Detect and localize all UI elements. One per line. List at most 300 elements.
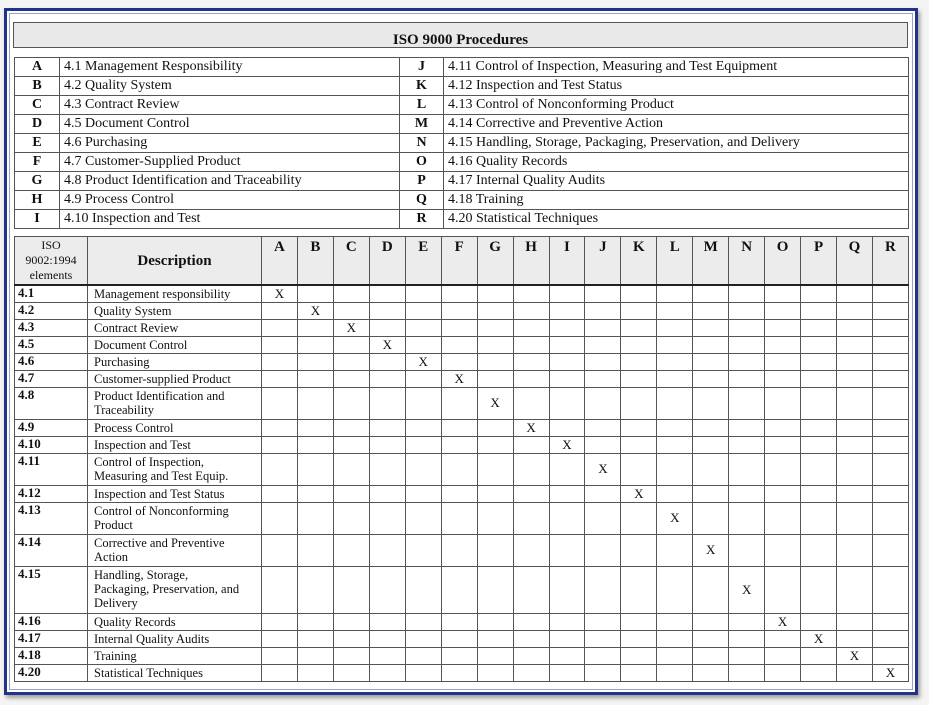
page-title: ISO 9000 Procedures (13, 22, 908, 48)
matrix-cell (405, 319, 441, 336)
matrix-cell (657, 647, 693, 664)
matrix-cell (693, 387, 729, 419)
matrix-cell (765, 285, 801, 302)
matrix-row (15, 534, 909, 566)
matrix-row (15, 387, 909, 419)
matrix-cell (872, 566, 908, 613)
description-header: Description (88, 237, 262, 286)
legend-label: 4.7 Customer-Supplied Product (60, 153, 400, 172)
matrix-cell (872, 419, 908, 436)
matrix-cell (729, 370, 765, 387)
matrix-cell (333, 387, 369, 419)
matrix-cell (729, 613, 765, 630)
matrix-cell (369, 285, 405, 302)
matrix-cell (333, 502, 369, 534)
matrix-cell (765, 387, 801, 419)
matrix-cell (297, 647, 333, 664)
matrix-cell (369, 419, 405, 436)
matrix-cell (549, 319, 585, 336)
matrix-cell (801, 436, 837, 453)
matrix-body (15, 285, 909, 681)
matrix-cell (262, 485, 298, 502)
matrix-cell (297, 387, 333, 419)
matrix-cell (297, 534, 333, 566)
matrix-cell (405, 534, 441, 566)
element-number: 4.3 (15, 319, 88, 336)
legend-code: D (15, 115, 60, 134)
matrix-row (15, 302, 909, 319)
matrix-cell (262, 370, 298, 387)
matrix-cell (693, 319, 729, 336)
matrix-cell (765, 566, 801, 613)
legend-label: 4.10 Inspection and Test (60, 210, 400, 229)
element-number: 4.9 (15, 419, 88, 436)
legend-code: C (15, 96, 60, 115)
matrix-cell (262, 566, 298, 613)
legend-label: 4.11 Control of Inspection, Measuring and Test Equipment (444, 58, 909, 77)
matrix-cell (801, 534, 837, 566)
matrix-cell: X (477, 387, 513, 419)
matrix-cell (405, 387, 441, 419)
matrix-cell (801, 647, 837, 664)
matrix-cell (585, 336, 621, 353)
matrix-cell (801, 336, 837, 353)
matrix-cell (837, 302, 873, 319)
column-header: D (369, 237, 405, 286)
matrix-cell (369, 647, 405, 664)
element-description: Quality Records (88, 613, 262, 630)
element-description: Statistical Techniques (88, 664, 262, 681)
matrix-cell: X (441, 370, 477, 387)
legend-label: 4.2 Quality System (60, 77, 400, 96)
legend-body (15, 58, 909, 229)
matrix-cell (333, 419, 369, 436)
matrix-cell (657, 387, 693, 419)
legend-row (15, 153, 909, 172)
matrix-cell (872, 285, 908, 302)
matrix-cell (729, 302, 765, 319)
matrix-cell (765, 534, 801, 566)
matrix-cell (549, 302, 585, 319)
matrix-row (15, 502, 909, 534)
matrix-cell (872, 387, 908, 419)
matrix-cell (513, 485, 549, 502)
column-header: C (333, 237, 369, 286)
matrix-cell (693, 664, 729, 681)
matrix-cell (513, 453, 549, 485)
legend-code: N (400, 134, 444, 153)
matrix-cell (621, 319, 657, 336)
matrix-cell (405, 502, 441, 534)
matrix-cell (477, 436, 513, 453)
column-header: O (765, 237, 801, 286)
matrix-cell (837, 419, 873, 436)
matrix-cell (801, 453, 837, 485)
legend-code: R (400, 210, 444, 229)
matrix-cell (872, 370, 908, 387)
matrix-row (15, 285, 909, 302)
matrix-cell (441, 336, 477, 353)
column-header: B (297, 237, 333, 286)
matrix-cell (405, 419, 441, 436)
matrix-cell (333, 370, 369, 387)
matrix-cell (513, 285, 549, 302)
matrix-cell (729, 453, 765, 485)
matrix-cell (405, 285, 441, 302)
element-description: Handling, Storage, Packaging, Preservation, and Delivery (88, 566, 262, 613)
matrix-cell (369, 436, 405, 453)
matrix-cell (585, 502, 621, 534)
column-header: L (657, 237, 693, 286)
matrix-cell (441, 285, 477, 302)
matrix-cell (765, 647, 801, 664)
matrix-cell (693, 647, 729, 664)
matrix-cell (549, 336, 585, 353)
matrix-cell (585, 353, 621, 370)
matrix-cell (585, 534, 621, 566)
column-header: G (477, 237, 513, 286)
matrix-cell (585, 664, 621, 681)
matrix-cell (657, 485, 693, 502)
matrix-cell (837, 436, 873, 453)
matrix-cell (693, 302, 729, 319)
matrix-cell (297, 319, 333, 336)
matrix-cell (441, 630, 477, 647)
matrix-cell (549, 353, 585, 370)
element-number: 4.1 (15, 285, 88, 302)
element-description: Control of Nonconforming Product (88, 502, 262, 534)
matrix-cell (477, 647, 513, 664)
matrix-cell (729, 319, 765, 336)
matrix-cell (801, 566, 837, 613)
matrix-cell (513, 534, 549, 566)
element-number: 4.2 (15, 302, 88, 319)
matrix-cell (262, 613, 298, 630)
column-header: Q (837, 237, 873, 286)
element-description: Contract Review (88, 319, 262, 336)
matrix-cell (297, 370, 333, 387)
column-header: N (729, 237, 765, 286)
matrix-row (15, 613, 909, 630)
matrix-cell: X (729, 566, 765, 613)
matrix-cell (621, 370, 657, 387)
matrix-cell (513, 436, 549, 453)
matrix-cell (441, 664, 477, 681)
matrix-cell (693, 336, 729, 353)
legend-code: K (400, 77, 444, 96)
matrix-cell (872, 613, 908, 630)
matrix-cell (585, 302, 621, 319)
matrix-cell (729, 336, 765, 353)
matrix-row (15, 319, 909, 336)
matrix-cell (549, 485, 585, 502)
matrix-cell (262, 419, 298, 436)
element-description: Product Identification and Traceability (88, 387, 262, 419)
matrix-cell (333, 664, 369, 681)
column-header: A (262, 237, 298, 286)
matrix-cell: X (262, 285, 298, 302)
legend-row (15, 96, 909, 115)
element-number: 4.16 (15, 613, 88, 630)
matrix-cell (801, 302, 837, 319)
matrix-cell (657, 566, 693, 613)
matrix-cell: X (297, 302, 333, 319)
matrix-cell (837, 613, 873, 630)
element-number: 4.6 (15, 353, 88, 370)
column-header: R (872, 237, 908, 286)
matrix-cell (262, 630, 298, 647)
matrix-cell (872, 453, 908, 485)
matrix-cell (657, 336, 693, 353)
matrix-cell (513, 647, 549, 664)
matrix-cell (729, 664, 765, 681)
matrix-cell (585, 436, 621, 453)
matrix-cell (262, 534, 298, 566)
matrix-cell (405, 630, 441, 647)
matrix-cell (693, 630, 729, 647)
matrix-cell (297, 664, 333, 681)
legend-label: 4.13 Control of Nonconforming Product (444, 96, 909, 115)
matrix-cell (765, 302, 801, 319)
legend-row (15, 210, 909, 229)
legend-row (15, 172, 909, 191)
matrix-cell (729, 647, 765, 664)
element-description: Inspection and Test Status (88, 485, 262, 502)
element-number: 4.8 (15, 387, 88, 419)
matrix-cell (262, 647, 298, 664)
matrix-cell (837, 336, 873, 353)
element-description: Training (88, 647, 262, 664)
matrix-cell: X (693, 534, 729, 566)
matrix-cell (585, 566, 621, 613)
column-header: M (693, 237, 729, 286)
matrix-cell (621, 436, 657, 453)
matrix-cell: X (621, 485, 657, 502)
matrix-cell (297, 485, 333, 502)
matrix-cell (333, 285, 369, 302)
matrix-cell (657, 664, 693, 681)
matrix-cell (405, 302, 441, 319)
matrix-cell (549, 534, 585, 566)
matrix-cell (262, 387, 298, 419)
matrix-cell (657, 630, 693, 647)
matrix-cell (369, 613, 405, 630)
matrix-row (15, 353, 909, 370)
matrix-cell (765, 370, 801, 387)
matrix-cell (513, 664, 549, 681)
matrix-cell (333, 485, 369, 502)
matrix-cell (477, 319, 513, 336)
matrix-cell (513, 566, 549, 613)
matrix-cell (297, 613, 333, 630)
matrix-cell (621, 613, 657, 630)
matrix-cell (765, 630, 801, 647)
matrix-cell (369, 534, 405, 566)
matrix-cell (549, 387, 585, 419)
matrix-cell (513, 353, 549, 370)
matrix-cell (621, 647, 657, 664)
matrix-cell (729, 534, 765, 566)
matrix-cell (405, 370, 441, 387)
matrix-row (15, 436, 909, 453)
element-number: 4.7 (15, 370, 88, 387)
matrix-cell (837, 387, 873, 419)
matrix-cell (297, 453, 333, 485)
matrix-cell (549, 613, 585, 630)
matrix-cell (693, 566, 729, 613)
matrix-cell (369, 387, 405, 419)
matrix-cell (585, 319, 621, 336)
column-header: F (441, 237, 477, 286)
matrix-cell (621, 336, 657, 353)
matrix-cell: X (657, 502, 693, 534)
matrix-cell (262, 453, 298, 485)
matrix-cell (621, 566, 657, 613)
matrix-cell (405, 485, 441, 502)
legend-code: J (400, 58, 444, 77)
matrix-cell: X (765, 613, 801, 630)
matrix-cell (405, 613, 441, 630)
matrix-cell (621, 534, 657, 566)
element-description: Internal Quality Audits (88, 630, 262, 647)
matrix-cell (837, 453, 873, 485)
matrix-row (15, 336, 909, 353)
matrix-cell (297, 436, 333, 453)
matrix-cell (405, 664, 441, 681)
matrix-cell (693, 285, 729, 302)
matrix-cell (765, 319, 801, 336)
matrix-cell (657, 353, 693, 370)
matrix-cell (621, 302, 657, 319)
matrix-cell (621, 453, 657, 485)
matrix-cell: X (549, 436, 585, 453)
matrix-cell (297, 419, 333, 436)
matrix-cell (477, 485, 513, 502)
matrix-cell (441, 319, 477, 336)
matrix-cell (837, 664, 873, 681)
legend-label: 4.14 Corrective and Preventive Action (444, 115, 909, 134)
element-number: 4.12 (15, 485, 88, 502)
element-number: 4.15 (15, 566, 88, 613)
matrix-cell (513, 387, 549, 419)
matrix-cell (477, 630, 513, 647)
matrix-cell (369, 502, 405, 534)
matrix-cell (333, 613, 369, 630)
matrix-cell (657, 534, 693, 566)
element-number: 4.17 (15, 630, 88, 647)
element-description: Customer-supplied Product (88, 370, 262, 387)
matrix-cell (297, 566, 333, 613)
column-header: I (549, 237, 585, 286)
matrix-cell (513, 319, 549, 336)
matrix-cell (333, 647, 369, 664)
matrix-cell: X (333, 319, 369, 336)
matrix-cell (729, 485, 765, 502)
legend-row (15, 134, 909, 153)
matrix-cell (872, 336, 908, 353)
matrix-cell (872, 436, 908, 453)
element-description: Quality System (88, 302, 262, 319)
matrix-cell (477, 502, 513, 534)
legend-label: 4.8 Product Identification and Traceability (60, 172, 400, 191)
matrix-cell (333, 302, 369, 319)
matrix-cell (621, 285, 657, 302)
matrix-cell (765, 419, 801, 436)
legend-label: 4.9 Process Control (60, 191, 400, 210)
matrix-cell (872, 353, 908, 370)
matrix-cell (693, 370, 729, 387)
legend-label: 4.3 Contract Review (60, 96, 400, 115)
matrix-cell (262, 353, 298, 370)
matrix-cell (585, 419, 621, 436)
matrix-cell (549, 370, 585, 387)
matrix-cell (765, 664, 801, 681)
matrix-cell (405, 436, 441, 453)
legend-code: G (15, 172, 60, 191)
matrix-cell (297, 630, 333, 647)
matrix-cell (693, 453, 729, 485)
matrix-cell (621, 387, 657, 419)
matrix-cell (837, 370, 873, 387)
matrix-row (15, 419, 909, 436)
matrix-cell (765, 436, 801, 453)
legend-row (15, 58, 909, 77)
matrix-cell (801, 285, 837, 302)
element-number: 4.11 (15, 453, 88, 485)
matrix-cell (477, 664, 513, 681)
matrix-cell (621, 664, 657, 681)
legend-code: H (15, 191, 60, 210)
matrix-cell (729, 436, 765, 453)
legend-label: 4.12 Inspection and Test Status (444, 77, 909, 96)
matrix-cell (872, 302, 908, 319)
legend-label: 4.15 Handling, Storage, Packaging, Preservation, and Delivery (444, 134, 909, 153)
matrix-cell (549, 453, 585, 485)
matrix-cell (441, 566, 477, 613)
column-header: J (585, 237, 621, 286)
legend-code: A (15, 58, 60, 77)
matrix-cell (333, 534, 369, 566)
matrix-cell (765, 502, 801, 534)
legend-code: B (15, 77, 60, 96)
matrix-cell (477, 566, 513, 613)
matrix-cell (513, 370, 549, 387)
matrix-cell (837, 285, 873, 302)
matrix-cell (693, 502, 729, 534)
matrix-cell (441, 534, 477, 566)
legend-code: M (400, 115, 444, 134)
matrix-cell (441, 387, 477, 419)
matrix-cell (837, 534, 873, 566)
legend-code: L (400, 96, 444, 115)
matrix-cell (369, 630, 405, 647)
matrix-cell (657, 419, 693, 436)
matrix-cell: X (405, 353, 441, 370)
element-description: Management responsibility (88, 285, 262, 302)
matrix-cell (693, 613, 729, 630)
matrix-cell (549, 566, 585, 613)
matrix-cell (297, 336, 333, 353)
matrix-row (15, 453, 909, 485)
matrix-cell (262, 436, 298, 453)
matrix-cell (369, 302, 405, 319)
legend-label: 4.16 Quality Records (444, 153, 909, 172)
matrix-cell (405, 336, 441, 353)
matrix-cell (801, 613, 837, 630)
matrix-cell (837, 630, 873, 647)
matrix-cell (405, 647, 441, 664)
element-number: 4.20 (15, 664, 88, 681)
